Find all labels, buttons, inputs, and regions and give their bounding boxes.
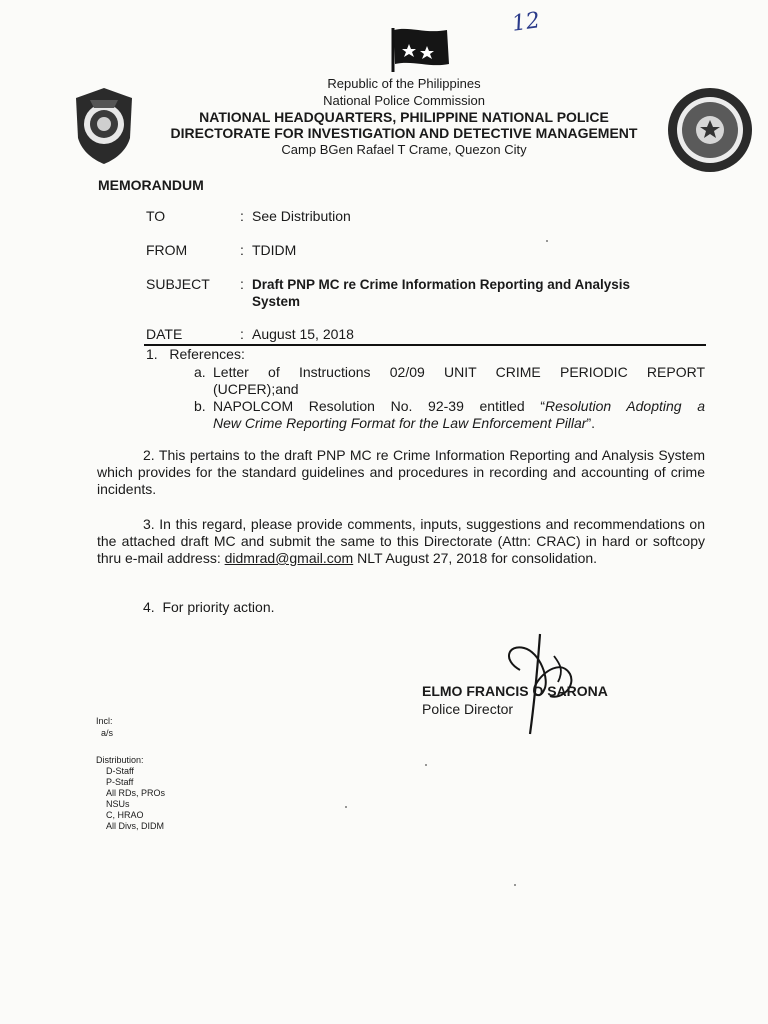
to-value: See Distribution — [252, 208, 351, 224]
subject-value-line1: Draft PNP MC re Crime Information Reporting and Analysis — [252, 277, 631, 292]
distribution-item: C, HRAO — [106, 810, 144, 820]
scan-speck — [425, 764, 427, 766]
signatory-name: ELMO FRANCIS O SARONA — [422, 683, 608, 699]
reference-a-line2: (UCPER);and — [213, 381, 299, 397]
to-colon: : — [240, 208, 244, 224]
reference-b-text: NAPOLCOM Resolution No. 92-39 entitled “ — [213, 398, 545, 414]
references-heading: 1. References: — [146, 346, 245, 362]
reference-b-italic-2: New Crime Reporting Format for the Law Enforcement Pillar — [213, 415, 587, 431]
reference-b-line1 — [213, 398, 705, 415]
distribution-item: NSUs — [106, 799, 130, 809]
from-label: FROM — [146, 242, 188, 258]
distribution-item: All Divs, DIDM — [106, 821, 164, 831]
memo-title: MEMORANDUM — [98, 177, 204, 193]
from-value: TDIDM — [252, 242, 297, 258]
incl-label: Incl: — [96, 716, 113, 726]
paragraph-2: 2. This pertains to the draft PNP MC re Crime Information Reporting and Analysis System which provides for the standard guidelines and procedures in recording and accounting of crime incidents. — [97, 447, 705, 497]
date-colon: : — [240, 326, 244, 342]
header-nhq: NATIONAL HEADQUARTERS, PHILIPPINE NATIONAL POLICE — [199, 109, 609, 125]
paragraph-3-text: 3. In this regard, please provide comments, inputs, suggestions and recommendations on the attached draft MC and submit the same to this Directorate (Attn: CRAC) in hard or softcopy thru e-mail address: — [97, 516, 705, 566]
date-value: August 15, 2018 — [252, 326, 354, 342]
scan-speck — [546, 240, 548, 242]
header-address: Camp BGen Rafael T Crame, Quezon City — [281, 142, 527, 157]
subject-value-line2: System — [252, 294, 301, 309]
distribution-label: Distribution: — [96, 755, 144, 765]
from-colon: : — [240, 242, 244, 258]
subject-colon: : — [240, 276, 244, 292]
signatory-position: Police Director — [422, 701, 514, 717]
scan-speck — [514, 884, 516, 886]
paragraph-4: 4. For priority action. — [143, 599, 275, 615]
distribution-item: All RDs, PROs — [106, 788, 166, 798]
header-napolcom: National Police Commission — [323, 93, 485, 108]
header-republic: Republic of the Philippines — [327, 76, 481, 91]
reference-a-marker: a. — [194, 364, 206, 380]
reference-b-italic-1: Resolution Adopting a — [545, 398, 706, 414]
page-number: 12 — [510, 8, 542, 37]
flag-icon — [385, 24, 455, 74]
paragraph-3-tail: NLT August 27, 2018 for consolidation. — [353, 550, 598, 566]
reference-b-marker: b. — [194, 398, 206, 414]
to-label: TO — [146, 208, 166, 224]
reference-b-line2 — [213, 415, 595, 431]
incl-value: a/s — [101, 728, 114, 738]
email-link[interactable]: didmrad@gmail.com — [224, 550, 354, 566]
reference-b-end: ”. — [586, 415, 596, 431]
scan-speck — [345, 806, 347, 808]
reference-a-line1: Letter of Instructions 02/09 UNIT CRIME PERIODIC REPORT — [213, 364, 705, 380]
subject-label: SUBJECT — [146, 276, 210, 292]
paragraph-3 — [97, 516, 705, 567]
distribution-item: P-Staff — [106, 777, 134, 787]
distribution-item: D-Staff — [106, 766, 134, 776]
header-directorate: DIRECTORATE FOR INVESTIGATION AND DETECTIVE MANAGEMENT — [170, 125, 638, 141]
date-label: DATE — [146, 326, 183, 342]
